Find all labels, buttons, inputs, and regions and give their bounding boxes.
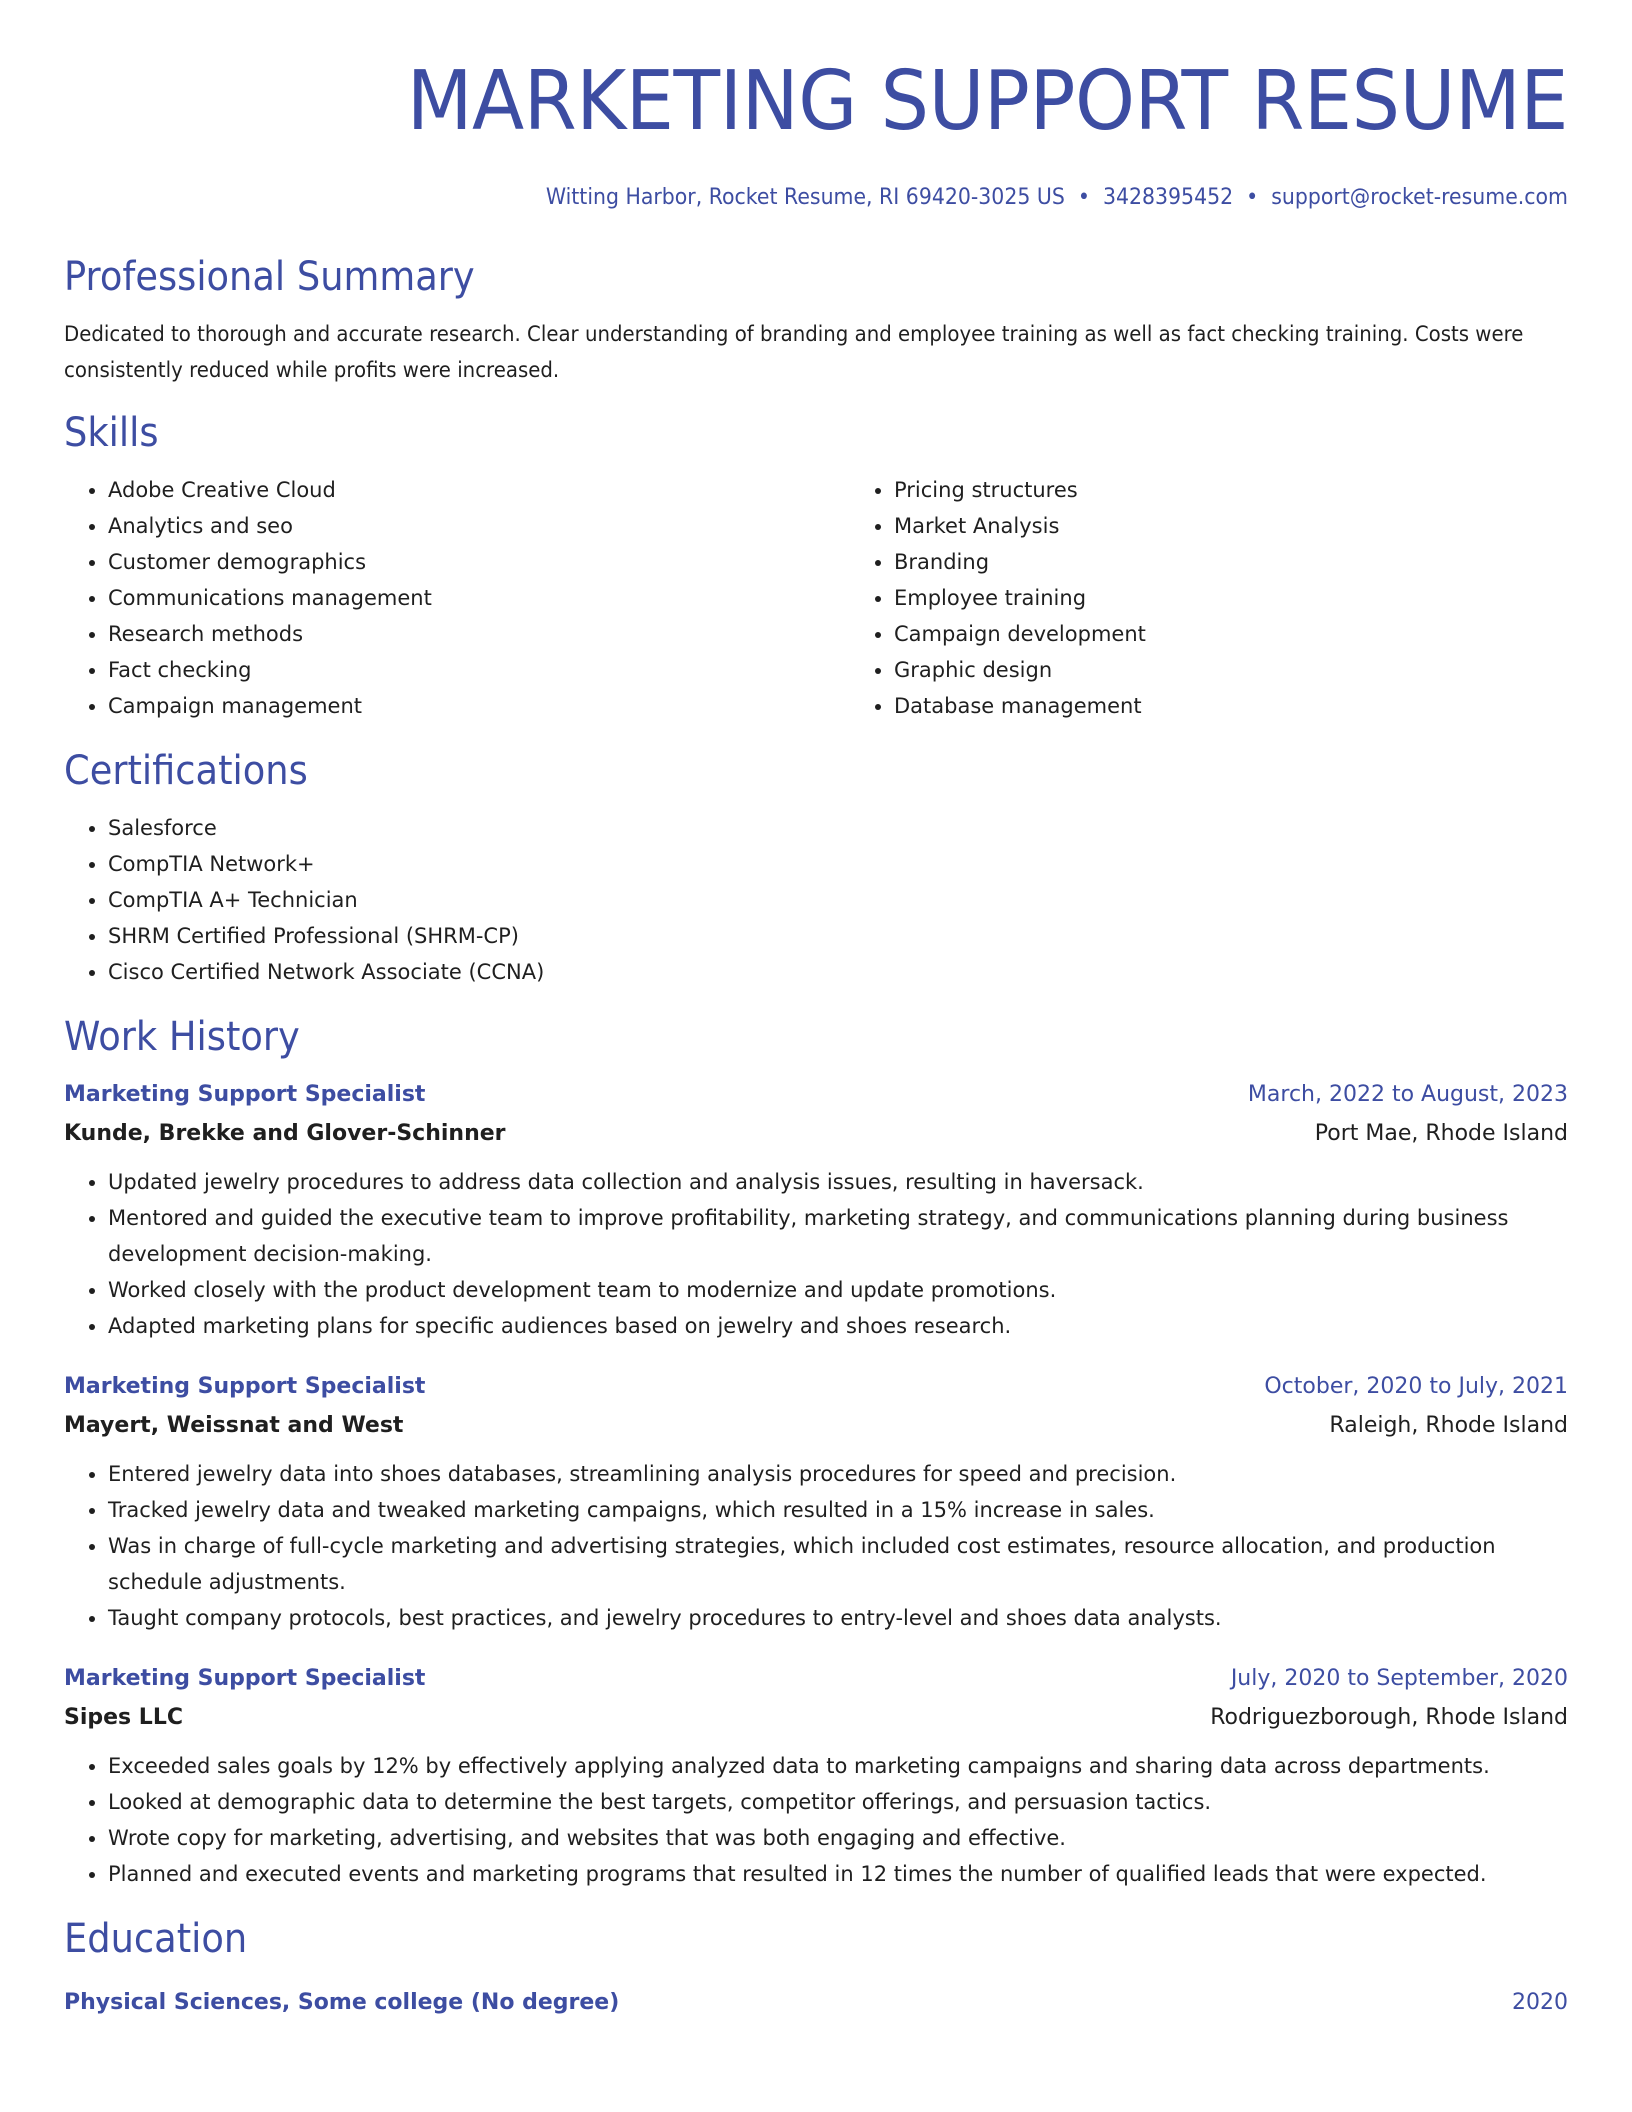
section-summary <box>64 252 1568 388</box>
job-company-row <box>64 1698 1568 1738</box>
job-company-row <box>64 1406 1568 1446</box>
skill-item: • Fact checking <box>108 652 850 688</box>
job-entry <box>64 1076 1568 1344</box>
job-header-row <box>64 1660 1568 1698</box>
job-bullet: • Exceeded sales goals by 12% by effectively applying analyzed data to marketing campaigns and sharing data across departments. <box>108 1748 1568 1784</box>
job-bullets <box>64 1456 1568 1636</box>
skill-item: • Graphic design <box>894 652 1632 688</box>
job-title: Marketing Support Specialist <box>64 1374 426 1399</box>
certifications-list <box>64 810 1568 990</box>
job-header-row <box>64 1076 1568 1114</box>
education-degree: Physical Sciences, Some college (No degree) <box>64 1990 620 2015</box>
job-bullet: • Taught company protocols, best practices, and jewelry procedures to entry-level and shoes data analysts. <box>108 1600 1568 1636</box>
job-entry <box>64 1660 1568 1892</box>
skill-item: • Campaign management <box>108 688 850 724</box>
contact-email[interactable]: support@rocket-resume.com <box>1271 185 1568 210</box>
section-title-work-history: Work History <box>64 1014 300 1060</box>
section-title-education: Education <box>64 1916 248 1962</box>
job-bullet: • Worked closely with the product development team to modernize and update promotions. <box>108 1272 1568 1308</box>
section-education <box>64 1914 1568 2022</box>
skill-item: • Database management <box>894 688 1632 724</box>
resume-body <box>0 252 1632 2022</box>
contact-address: Witting Harbor, Rocket Resume, RI 69420-3025 US <box>545 185 1065 210</box>
contact-separator: • <box>1077 185 1090 210</box>
job-bullet: • Mentored and guided the executive team to improve profitability, marketing strategy, and communications planning during business development decision-making. <box>108 1200 1568 1272</box>
skills-list-left <box>64 472 850 724</box>
skills-grid <box>64 458 1568 724</box>
job-entry <box>64 1368 1568 1636</box>
certification-item: • CompTIA A+ Technician <box>108 882 1568 918</box>
skill-item: • Communications management <box>108 580 850 616</box>
resume-header <box>0 0 1632 214</box>
job-company: Mayert, Weissnat and West <box>64 1413 404 1438</box>
job-location: Rodriguezborough, Rhode Island <box>1210 1705 1568 1730</box>
education-year: 2020 <box>1512 1990 1568 2015</box>
section-title-summary: Professional Summary <box>64 254 475 300</box>
job-location: Port Mae, Rhode Island <box>1314 1121 1568 1146</box>
skill-item: • Market Analysis <box>894 508 1632 544</box>
job-company: Kunde, Brekke and Glover-Schinner <box>64 1121 506 1146</box>
job-location: Raleigh, Rhode Island <box>1329 1413 1568 1438</box>
job-title: Marketing Support Specialist <box>64 1666 426 1691</box>
section-skills <box>64 408 1568 724</box>
skill-item: • Adobe Creative Cloud <box>108 472 850 508</box>
resume-title: MARKETING SUPPORT RESUME <box>406 54 1568 149</box>
job-dates: October, 2020 to July, 2021 <box>1264 1374 1568 1399</box>
skills-list-right <box>850 472 1632 724</box>
job-bullet: • Planned and executed events and marketing programs that resulted in 12 times the number of qualified leads that were expected. <box>108 1856 1568 1892</box>
section-work-history <box>64 1012 1568 1892</box>
job-bullets <box>64 1748 1568 1892</box>
skill-item: • Analytics and seo <box>108 508 850 544</box>
job-title: Marketing Support Specialist <box>64 1082 426 1107</box>
section-certifications <box>64 746 1568 990</box>
certification-item: • SHRM Certified Professional (SHRM-CP) <box>108 918 1568 954</box>
certification-item: • CompTIA Network+ <box>108 846 1568 882</box>
contact-phone[interactable]: 3428395452 <box>1102 185 1234 210</box>
skill-item: • Campaign development <box>894 616 1632 652</box>
education-row <box>64 1984 1568 2022</box>
skill-item: • Customer demographics <box>108 544 850 580</box>
skill-item: • Branding <box>894 544 1632 580</box>
section-title-certifications: Certifications <box>64 748 308 794</box>
job-bullet: • Wrote copy for marketing, advertising, and websites that was both engaging and effective. <box>108 1820 1568 1856</box>
job-dates: July, 2020 to September, 2020 <box>1230 1666 1568 1691</box>
skill-item: • Research methods <box>108 616 850 652</box>
job-bullet: • Tracked jewelry data and tweaked marketing campaigns, which resulted in a 15% increase in sales. <box>108 1492 1568 1528</box>
contact-line <box>169 182 1568 214</box>
job-bullet: • Looked at demographic data to determine the best targets, competitor offerings, and persuasion tactics. <box>108 1784 1568 1820</box>
section-title-skills: Skills <box>64 410 159 456</box>
job-header-row <box>64 1368 1568 1406</box>
job-bullets <box>64 1164 1568 1344</box>
job-bullet: • Updated jewelry procedures to address data collection and analysis issues, resulting in haversack. <box>108 1164 1568 1200</box>
job-bullet: • Adapted marketing plans for specific audiences based on jewelry and shoes research. <box>108 1308 1568 1344</box>
job-company-row <box>64 1114 1568 1154</box>
skill-item: • Employee training <box>894 580 1632 616</box>
job-company: Sipes LLC <box>64 1705 183 1730</box>
summary-text: Dedicated to thorough and accurate research. Clear understanding of branding and employee training as well as fact checking training. Costs were consistently reduced while profits were increased. <box>64 322 1524 382</box>
job-bullet: • Entered jewelry data into shoes databases, streamlining analysis procedures for speed and precision. <box>108 1456 1568 1492</box>
job-bullet: • Was in charge of full-cycle marketing and advertising strategies, which included cost estimates, resource allocation, and production schedule adjustments. <box>108 1528 1568 1600</box>
skill-item: • Pricing structures <box>894 472 1632 508</box>
contact-separator: • <box>1246 185 1259 210</box>
certification-item: • Cisco Certified Network Associate (CCNA) <box>108 954 1568 990</box>
job-dates: March, 2022 to August, 2023 <box>1247 1082 1568 1107</box>
certification-item: • Salesforce <box>108 810 1568 846</box>
